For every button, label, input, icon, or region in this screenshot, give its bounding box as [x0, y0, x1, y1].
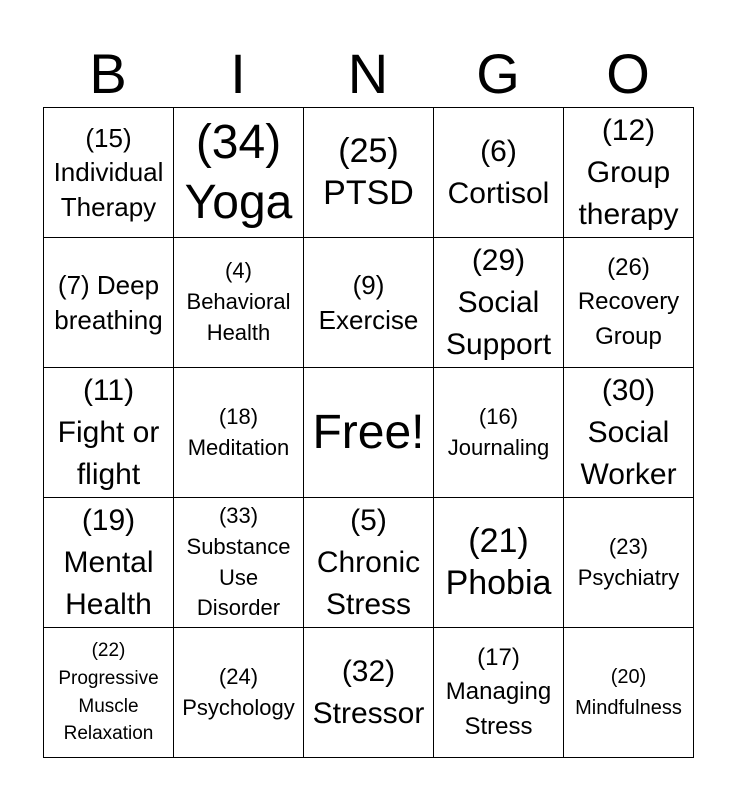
header-letter-n: N: [347, 42, 389, 105]
bingo-cell-r0-c0: (15) Individual Therapy: [44, 108, 174, 238]
bingo-board: [43, 107, 694, 758]
bingo-cell-r1-c1: (4) Behavioral Health: [174, 238, 304, 368]
bingo-cell-r4-c1: (24) Psychology: [174, 628, 304, 758]
bingo-cell-r3-c4: (23) Psychiatry: [564, 498, 694, 628]
bingo-cell-r3-c2: (5) Chronic Stress: [304, 498, 434, 628]
bingo-cell-r0-c3: (6) Cortisol: [434, 108, 564, 238]
bingo-cell-r3-c3: (21) Phobia: [434, 498, 564, 628]
bingo-cell-r0-c1: (34) Yoga: [174, 108, 304, 238]
bingo-cell-r2-c0: (11) Fight or flight: [44, 368, 174, 498]
bingo-cell-r4-c3: (17) Managing Stress: [434, 628, 564, 758]
bingo-cell-r0-c2: (25) PTSD: [304, 108, 434, 238]
header-letter-o: O: [606, 42, 650, 105]
bingo-cell-r0-c4: (12) Group therapy: [564, 108, 694, 238]
bingo-cell-r2-c2: Free!: [304, 368, 434, 498]
bingo-cell-r2-c1: (18) Meditation: [174, 368, 304, 498]
bingo-cell-r1-c3: (29) Social Support: [434, 238, 564, 368]
bingo-cell-r2-c3: (16) Journaling: [434, 368, 564, 498]
bingo-cell-r1-c2: (9) Exercise: [304, 238, 434, 368]
bingo-cell-r4-c4: (20) Mindfulness: [564, 628, 694, 758]
bingo-cell-r4-c0: (22) Progressive Muscle Relaxation: [44, 628, 174, 758]
header-letter-i: I: [230, 42, 246, 105]
bingo-cell-r2-c4: (30) Social Worker: [564, 368, 694, 498]
bingo-header: [43, 40, 693, 108]
bingo-cell-r1-c4: (26) Recovery Group: [564, 238, 694, 368]
bingo-cell-r3-c0: (19) Mental Health: [44, 498, 174, 628]
header-letter-g: G: [476, 42, 520, 105]
bingo-cell-r1-c0: (7) Deep breathing: [44, 238, 174, 368]
header-letter-b: B: [89, 42, 127, 105]
bingo-cell-r3-c1: (33) Substance Use Disorder: [174, 498, 304, 628]
bingo-cell-r4-c2: (32) Stressor: [304, 628, 434, 758]
